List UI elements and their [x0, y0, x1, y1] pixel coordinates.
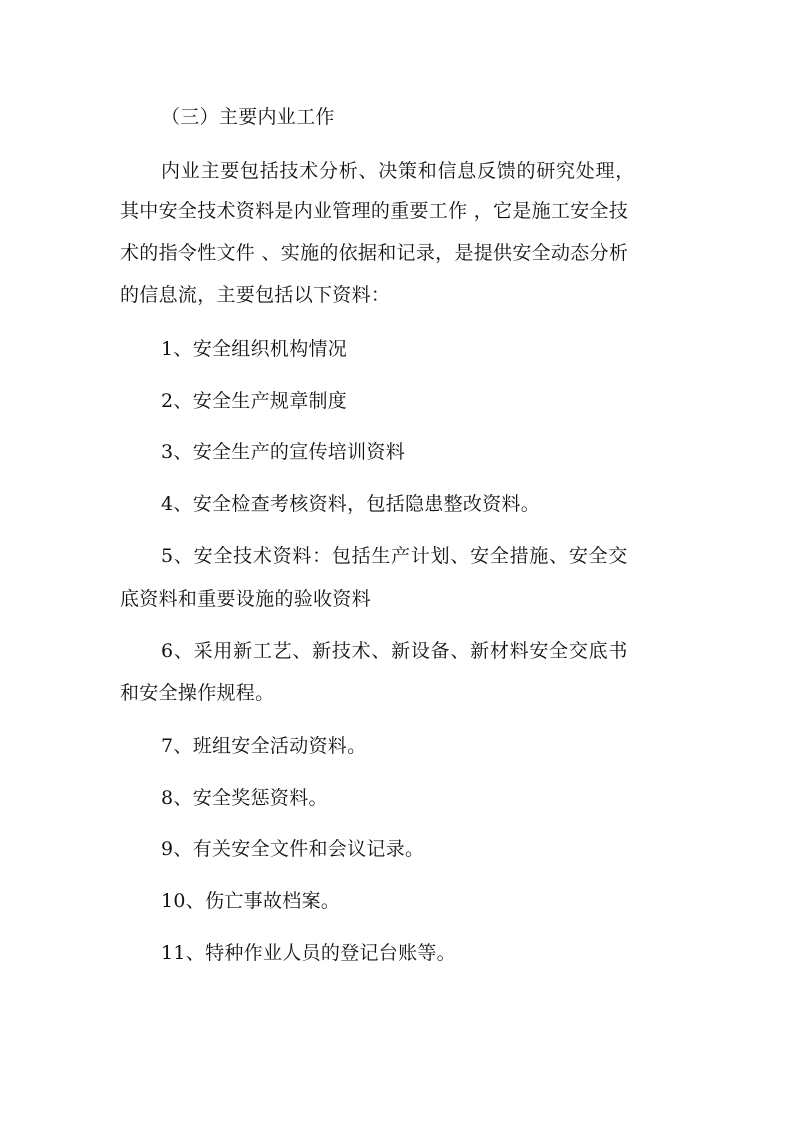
list-item-5-line-1: 5、安全技术资料：包括生产计划、安全措施、安全交	[161, 545, 629, 567]
intro-line-1: 内业主要包括技术分析、决策和信息反馈的研究处理，	[161, 160, 636, 182]
list-item-1: 1、安全组织机构情况	[161, 338, 348, 360]
list-item-2: 2、安全生产规章制度	[161, 390, 348, 412]
list-item-10: 10、伤亡事故档案。	[161, 890, 341, 912]
list-item-8: 8、安全奖惩资料。	[161, 787, 328, 809]
list-item-3: 3、安全生产的宣传培训资料	[161, 441, 405, 463]
list-item-4: 4、安全检查考核资料，包括隐患整改资料。	[161, 493, 541, 515]
list-item-6-line-1: 6、采用新工艺、新技术、新设备、新材料安全交底书	[161, 640, 629, 662]
intro-line-3: 术的指令性文件 、实施的依据和记录，是提供安全动态分析	[120, 242, 629, 264]
list-item-11: 11、特种作业人员的登记台账等。	[161, 942, 456, 964]
list-item-7: 7、班组安全活动资料。	[161, 735, 367, 757]
list-item-5-line-2: 底资料和重要设施的验收资料	[120, 588, 371, 610]
list-item-9: 9、有关安全文件和会议记录。	[161, 838, 425, 860]
list-item-6-line-2: 和安全操作规程。	[120, 682, 275, 704]
intro-line-4: 的信息流，主要包括以下资料：	[120, 284, 391, 306]
intro-line-2: 其中安全技术资料是内业管理的重要工作 ，它是施工安全技	[120, 200, 629, 222]
section-heading: （三）主要内业工作	[161, 106, 335, 128]
